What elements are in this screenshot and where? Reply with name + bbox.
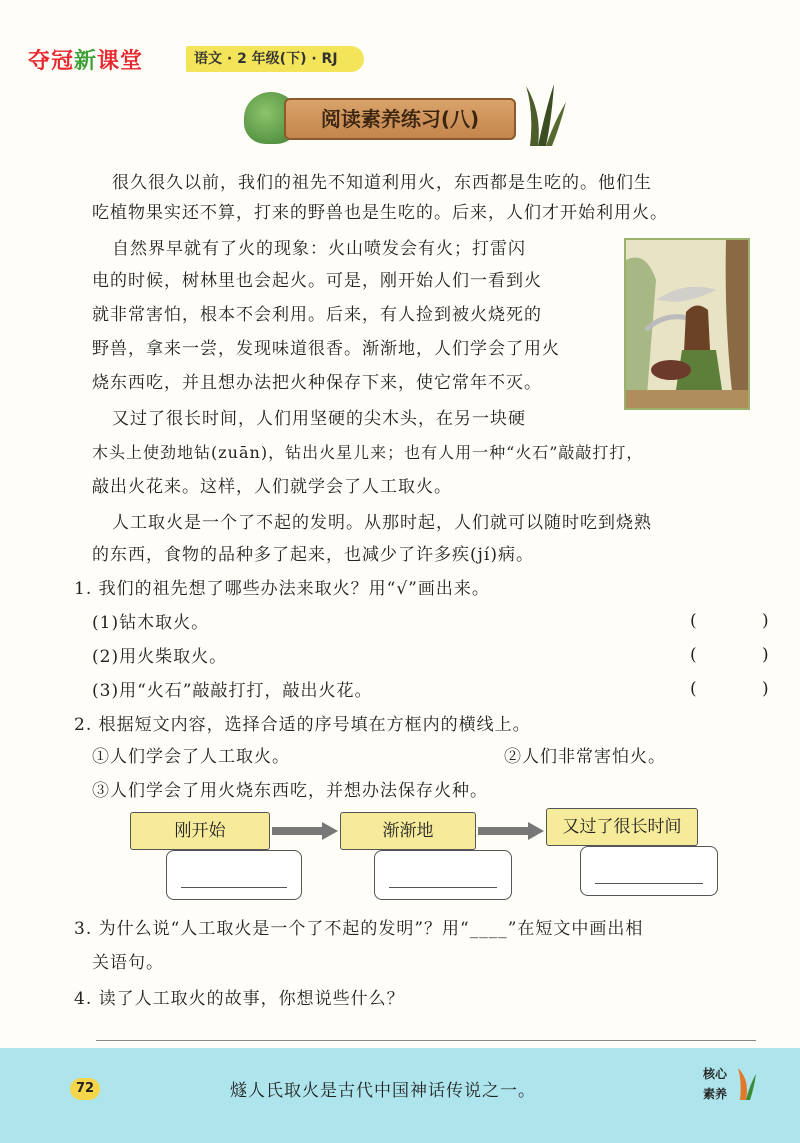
q1-option: (3)用“火石”敲敲打打，敲出火花。 — [92, 681, 373, 701]
q2-choice-2: ②人们非常害怕火。 — [504, 747, 666, 767]
answer-box-3[interactable] — [580, 846, 718, 896]
page-title: 阅读素养练习(八) — [284, 98, 516, 140]
passage-line: 木头上使劲地钻(zuān)，钻出火星儿来；也有人用一种“火石”敲敲打打， — [92, 443, 644, 462]
question-1-prompt: 1. 我们的祖先想了哪些办法来取火？用“√”画出来。 — [74, 579, 490, 599]
passage-line: 又过了很长时间，人们用坚硬的尖木头，在另一块硬 — [112, 409, 526, 429]
illustration-primitive-man — [624, 238, 750, 410]
q1-option: (1)钻木取火。 — [92, 613, 210, 633]
caveman-icon — [626, 240, 748, 408]
brand-logo — [28, 44, 143, 75]
passage-line: 的东西，食物的品种多了起来，也减少了许多疾(jí)病。 — [92, 545, 534, 565]
stage-label-1: 刚开始 — [130, 812, 270, 850]
arrow-right-icon — [478, 822, 544, 840]
stage-label-3: 又过了很长时间 — [546, 808, 698, 846]
q2-choice-3: ③人们学会了用火烧东西吃，并想办法保存火种。 — [92, 781, 488, 801]
brand-part-1: 夺冠 — [28, 49, 75, 74]
passage-line: 野兽，拿来一尝，发现味道很香。渐渐地，人们学会了用火 — [92, 339, 560, 359]
question-3-prompt: 3. 为什么说“人工取火是一个了不起的发明”？用“____”在短文中画出相 — [74, 919, 644, 939]
subject-tag: 语文 · 2 年级(下) · RJ — [186, 46, 364, 72]
leaf-icon — [736, 1066, 758, 1100]
q1-option: (2)用火柴取火。 — [92, 647, 228, 667]
question-3-prompt-cont: 关语句。 — [92, 953, 164, 973]
answer-box-2[interactable] — [374, 850, 512, 900]
badge-line-2: 素养 — [702, 1087, 727, 1101]
passage-line: 敲出火花来。这样，人们就学会了人工取火。 — [92, 477, 452, 497]
grass-decoration-icon — [520, 82, 570, 146]
arrow-right-icon — [272, 822, 338, 840]
stage-label-2: 渐渐地 — [340, 812, 476, 850]
answer-rule[interactable] — [96, 1040, 756, 1041]
answer-line — [595, 883, 703, 884]
question-4-prompt: 4. 读了人工取火的故事，你想说些什么？ — [74, 989, 405, 1009]
answer-box-1[interactable] — [166, 850, 302, 900]
passage-line: 电的时候，树林里也会起火。可是，刚开始人们一看到火 — [92, 271, 542, 291]
passage-line: 就非常害怕，根本不会利用。后来，有人捡到被火烧死的 — [92, 305, 542, 325]
core-literacy-badge — [690, 1064, 740, 1106]
answer-line — [181, 887, 287, 888]
answer-parentheses[interactable]: ( ) — [690, 645, 799, 665]
passage-line: 自然界早就有了火的现象：火山喷发会有火；打雷闪 — [112, 239, 526, 259]
badge-line-1: 核心 — [702, 1067, 727, 1081]
q2-choice-1: ①人们学会了人工取火。 — [92, 747, 290, 767]
brand-part-2: 新 — [74, 49, 98, 74]
answer-line — [389, 887, 497, 888]
passage-line: 很久很久以前，我们的祖先不知道利用火，东西都是生吃的。他们生 — [112, 173, 652, 193]
passage-line: 烧东西吃，并且想办法把火种保存下来，使它常年不灭。 — [92, 373, 542, 393]
brand-part-3: 课堂 — [97, 49, 144, 74]
page-number: 72 — [70, 1078, 100, 1100]
answer-parentheses[interactable]: ( ) — [690, 679, 799, 699]
footer-note: 燧人氏取火是古代中国神话传说之一。 — [230, 1081, 536, 1101]
passage-line: 吃植物果实还不算，打来的野兽也是生吃的。后来，人们才开始利用火。 — [92, 203, 668, 223]
question-2-prompt: 2. 根据短文内容，选择合适的序号填在方框内的横线上。 — [74, 715, 531, 735]
answer-parentheses[interactable]: ( ) — [690, 611, 799, 631]
passage-line: 人工取火是一个了不起的发明。从那时起，人们就可以随时吃到烧熟 — [112, 513, 652, 533]
